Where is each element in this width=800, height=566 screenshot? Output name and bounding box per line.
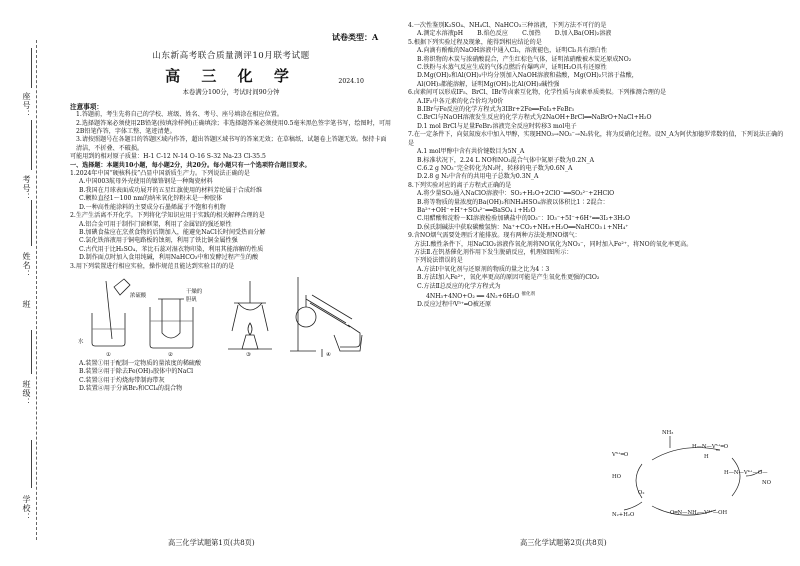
question-5-option-d-cont: Al(OH)₃都能溶解，证明Mg(OH)₂比Al(OH)₃碱性强 — [417, 80, 560, 88]
question-4-stem: 4.一次性鉴别K₂SO₄、NH₄Cl、NaHCO₃三种溶液，下列方法不可行的是 — [408, 22, 607, 29]
question-3-option-c: C.装置③用于灼烧海带制海带灰 — [79, 376, 165, 384]
question-8-option-b: B.将等物质的量浓度的Ba(OH)₂和NH₄HSO₄溶液以体积比1∶2混合： — [417, 198, 609, 206]
question-9-catalyst: 催化剂 — [521, 292, 536, 297]
question-9-equation-row — [408, 291, 636, 301]
question-1-option-c: C.颗粒直径1～100 nm的纳米氧化锌粉末是一种胶体 — [79, 195, 223, 203]
notes-title: 注意事项： — [70, 102, 103, 111]
note-item: 1.答题前，考生先将自己的学校、班级、姓名、考号、座号填涂在相应位置。 — [76, 111, 283, 119]
question-9-method-2: 方法Ⅱ.在钒基催化剂作用下发生脱硝反应，机理如图所示： — [414, 248, 573, 256]
binding-class-blank — [31, 330, 32, 374]
question-6-option-b: B.IBr与Fe反应的化学方程式为3IBr+2Fe══FeI₃+FeBr₃ — [417, 106, 574, 114]
cycle-nh3: NH₃ — [662, 430, 674, 436]
apparatus-3-label: ③ — [246, 351, 251, 358]
apparatus-tube-label: 胆矾 — [186, 296, 197, 303]
question-2-stem: 2.生产生活离不开化学。下列将化学知识应用于实践的相关解释合理的是 — [70, 212, 265, 220]
question-2-option-c2: C.古代用于比H₂SO₄，苯比石蕊对湿衣物印染，利用其能溶解的性质 — [79, 245, 264, 253]
question-7-stem: 7.在一定条件下，向氨氮废水中加入甲醇，实现HNO₃→NO₃⁻→N₂转化，将为反硝化过程。设N_A为阿伏加德罗常数的值，下列说法正确的是 — [408, 131, 784, 147]
question-5-option-b: B.将织物的木炭与浓硝酸混合，产生红棕色气体，证明浓硝酸被木炭还原成NO₂ — [417, 55, 632, 63]
catalytic-cycle-diagram — [612, 430, 782, 530]
section-1-heading: 一、选择题：本题共10小题，每小题2分，共20分。每小题只有一个选项符合题目要求。 — [70, 161, 311, 169]
atomic-mass-line: 可能用到的相对原子质量：H-1 C-12 N-14 O-16 S-32 Na-23 Cl-35.5 — [70, 153, 266, 161]
apparatus-4-label: ④ — [326, 351, 331, 358]
question-3-option-d: D.装置④用于分离Br₂和CCl₄的混合物 — [79, 385, 183, 393]
binding-name-label: 姓名： — [22, 252, 31, 279]
question-2-option-c1: C.氯化铁溶液用于铜电路板的蚀刻，利用了铁比铜金属性强 — [79, 237, 238, 245]
question-1-stem: 1.2024年中国“硬核科技”凸显中国新质生产力。下列说法正确的是 — [70, 170, 250, 178]
question-5-option-c: C.铁粉与水蒸气反应生成的气体点燃后有爆鸣声，证明H₂O具有还原性 — [417, 64, 607, 72]
subject-row — [70, 67, 392, 92]
score-line: 本卷满分100分，考试时间90分钟 — [182, 88, 280, 97]
cycle-bottom-intermediate: O═N—NH₂—V⁴⁺—OH — [670, 510, 728, 516]
binding-examno-blank — [31, 120, 32, 170]
subject-title: 高 三 化 学 — [165, 67, 297, 86]
question-4-options — [408, 30, 786, 38]
question-9-option-d: D.反应过程中V⁵⁺═O被还原 — [417, 301, 492, 309]
question-9-equation: 4NH₃+4NO+O₂ ══ 4N₂+6H₂O — [426, 293, 520, 301]
exam-date: 2024.10 — [338, 78, 364, 86]
apparatus-2-label: ② — [168, 351, 173, 358]
question-5-stem: 5.根据下列实验过程及现象，能得到相应结论的是 — [408, 38, 542, 46]
page-1 — [70, 22, 392, 394]
binding-school-label: 学校： — [22, 495, 31, 522]
question-3-option-a: A.装置①用于配制一定物质的量浓度的稀硫酸 — [79, 359, 202, 367]
question-5-option-d: D.Mg(OH)₂和Al(OH)₃中均分别加入NaOH溶液和盐酸，Mg(OH)₂只溶于盐酸， — [417, 72, 638, 80]
note-item: 2.选择题答案必须使用2B铅笔(按填涂样例)正确填涂；非选择题答案必须使用0.5毫米黑色签字笔书写，绘图时，可用2B铅笔作答，字体工整、笔迹清楚。 — [76, 119, 392, 136]
question-8-option-a: A.将少量SO₂通入NaClO溶液中：SO₂+H₂O+2ClO⁻══SO₃²⁻+2HClO — [417, 190, 615, 198]
exam-title: 山东新高考联合质量测评10月联考试题 — [152, 51, 310, 61]
question-8-stem: 8.下列实验对应的离子方程式正确的是 — [408, 181, 512, 189]
cycle-right-intermediate: H—N—V⁴⁺—O— — [724, 470, 768, 476]
binding-class-label: 班级： — [22, 380, 31, 407]
apparatus-1-label: ① — [106, 351, 111, 358]
question-7-option-c: C.6.2 g NO₃⁻完全转化为N₂时，转移的电子数为0.6N_A — [417, 164, 573, 172]
binding-ban-label: 班 — [22, 300, 31, 309]
question-9-method-1: 方法Ⅰ.酸性条件下，用NaClO₂溶液作氧化剂将NO氧化为NO₃⁻，同时加入Fe²⁺，将NO的氧化率更高。 — [414, 240, 693, 248]
page-2 — [408, 22, 786, 310]
question-6-option-a: A.IF₅中各元素的化合价均为0价 — [417, 97, 504, 105]
binding-name-blank — [31, 200, 32, 246]
page-2-footer: 高三化学试题第2页(共8页) — [520, 538, 607, 547]
cycle-n2-h2o: N₂+H₂O — [612, 512, 635, 518]
question-5-option-a: A.向滴有酚酞的NaOH溶液中通入Cl₂，溶液褪色，证明Cl₂具有漂白性 — [417, 47, 607, 55]
question-9-ask: 下列说法错误的是 — [414, 257, 463, 265]
question-9-option-a: A.方法Ⅰ中氧化剂与还原剂的物质的量之比为4∶3 — [417, 265, 550, 273]
cycle-no: NO — [762, 480, 771, 486]
cycle-top-intermediate: H—N—V⁵⁺═O — [692, 444, 729, 450]
question-8-option-c: C.用醋酸和淀粉－KI溶液检验加碘盐中的IO₃⁻：IO₃⁻+5I⁻+6H⁺══3I₂+3H₂O — [417, 215, 630, 223]
apparatus-acid-label: 浓硫酸 — [130, 292, 147, 299]
binding-seat-blank — [31, 48, 32, 88]
question-6-option-c: C.BrCl与NaOH溶液发生反应的化学方程式为2NaOH+BrCl══NaBrO+NaCl+H₂O — [417, 114, 652, 122]
question-8-option-b-eq: Ba²⁺+OH⁻+H⁺+SO₄²⁻══BaSO₄↓+H₂O — [417, 206, 536, 214]
binding-dash-line — [36, 40, 37, 540]
question-2-option-d: D.制作面点时加入食用纯碱，利用NaHCO₃中和发酵过程产生的酸 — [79, 254, 259, 262]
question-7-option-d: D.2.8 g N₂中含有的共用电子总数为0.3N_A — [417, 173, 539, 181]
question-7-option-a: A.1 mol甲醇中含有共价键数目为5N_A — [417, 148, 525, 156]
question-4-option-d: D.加入Ba(OH)₂溶液 — [554, 30, 612, 38]
question-9-option-c: C.方法Ⅱ总反应的化学方程式为 — [417, 282, 501, 290]
question-9-option-b: B.方法Ⅰ加入Fe²⁺，氧化率更高的原因可能是产生氧化性更强的ClO₂ — [417, 274, 600, 282]
question-8-option-d: D.侯氏制碱法中获取碳酸氢钠：Na⁺+CO₂+NH₃+H₂O══NaHCO₃↓+NH₄⁺ — [417, 223, 629, 231]
binding-examno-label: 考号： — [22, 175, 31, 202]
cycle-o2: O₂ — [638, 490, 645, 496]
apparatus-drawing — [78, 273, 374, 359]
question-6-stem: 6.卤素间可以形成IF₅、BrCl、IBr等卤素互化物，化学性质与卤素单质类似。下列推测合理的是 — [408, 89, 667, 97]
question-1-option-b: B.我国在月球表面成功展开的五星红旗使用的材料芳纶属于合成纤维 — [79, 186, 263, 194]
question-6-option-d: D.1 mol BrCl与足量FeBr₂溶液完全反应时转移3 mol电子 — [417, 122, 577, 130]
question-4-option-b: B.焰色反应 — [477, 30, 508, 38]
question-3-option-b: B.装置②用于除去Fe(OH)₃胶体中的NaCl — [79, 368, 194, 376]
page-1-footer: 高三化学试题第1页(共8页) — [168, 538, 255, 547]
binding-school-blank — [31, 440, 32, 488]
binding-margin — [0, 0, 48, 566]
note-item: 3.请按照题号在各题目的答题区域内作答，超出答题区域书写的答案无效；在草稿纸、试题卷上答题无效。保持卡面清洁，不折叠、不破损。 — [76, 136, 387, 152]
binding-seat-label: 座号： — [22, 92, 31, 119]
question-9-stem: 9.含NO烟气需要处理后才能排放。现有两种方法处理NO烟气： — [408, 232, 581, 240]
apparatus-water-label: 水 — [78, 338, 84, 345]
cycle-left-species: V⁵⁺═O — [612, 452, 629, 458]
apparatus-drying-label: 干燥的 — [186, 288, 203, 295]
question-7-option-b: B.标准状况下，2.24 L NO和NO₂混合气体中氮原子数为0.2N_A — [417, 156, 595, 164]
question-4-option-a: A.测定水溶液pH — [417, 30, 464, 38]
question-4-option-c: C.加热 — [522, 30, 541, 38]
apparatus-figure — [78, 273, 374, 359]
paper-type: 试卷类型：A — [332, 32, 379, 42]
question-1-option-d: D.一种高性能涂料的主要成分石墨烯属于不饱和有机物 — [79, 203, 226, 211]
question-1-option-a: A.中国003航母外壳使用的镍铬钢是一种陶瓷材料 — [79, 178, 213, 186]
cycle-h: H — [704, 454, 709, 460]
cycle-ho: HO — [612, 474, 621, 480]
question-2-option-a: A.铝合金可用于制作门窗框架，利用了金属铝的强还原性 — [79, 220, 232, 228]
question-3-stem: 3.用下列装置进行相应实验，操作规范且能达到实验目的的是 — [70, 262, 235, 270]
question-2-option-b: B.加碘食盐应在烹煮食物的后期加入，能避免NaCl长时间受热而分解 — [79, 228, 266, 236]
